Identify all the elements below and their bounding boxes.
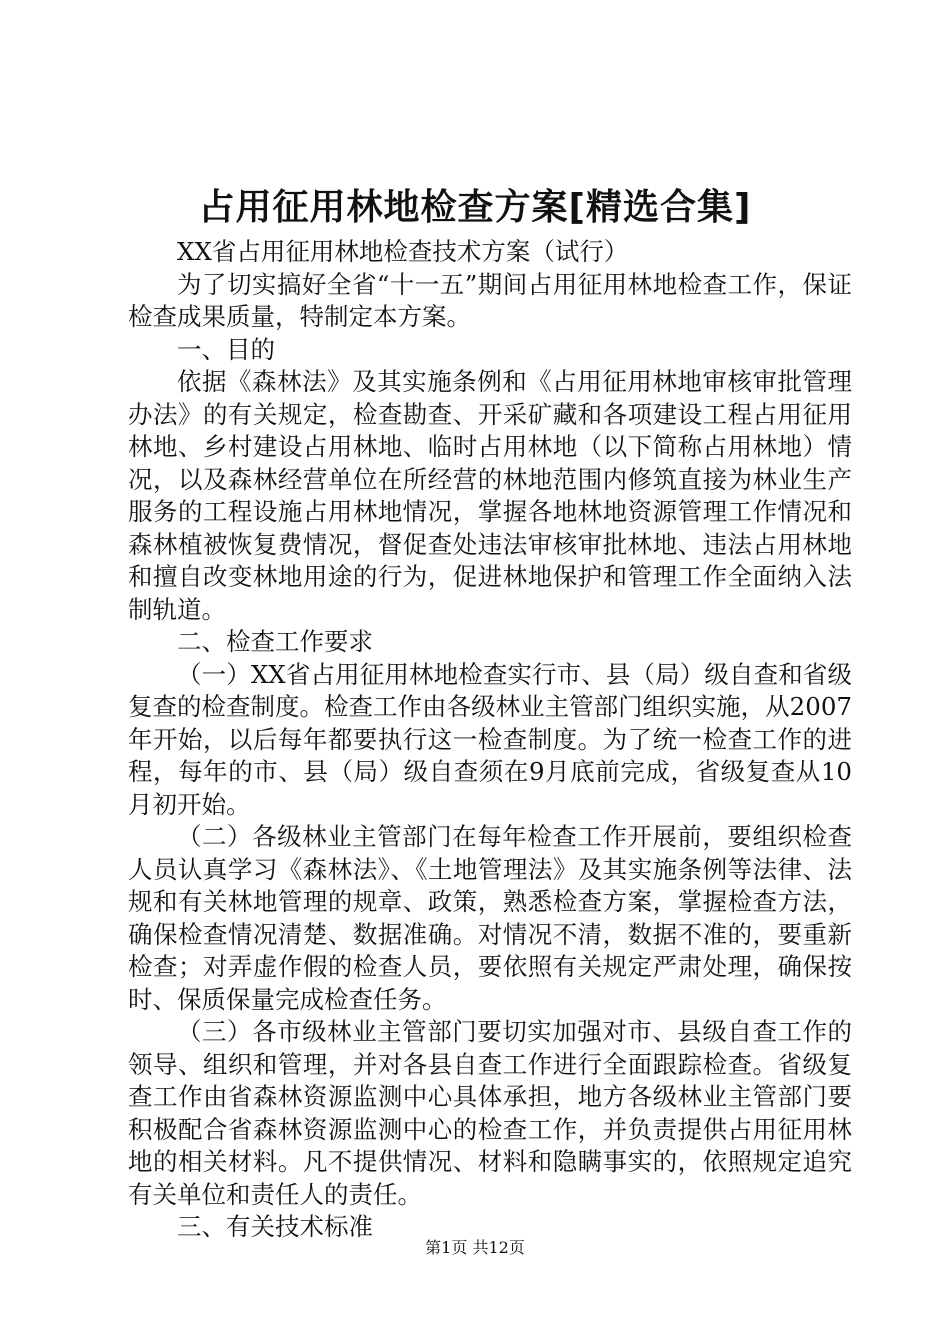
page-number: 第1页 (425, 1238, 468, 1257)
section-heading-requirements: 二、检查工作要求 (177, 627, 373, 656)
paragraph-requirement-1: （一）XX省占用征用林地检查实行市、县（局）级自查和省级复查的检查制度。检查工作由各级林业主管部门组织实施，从2007年开始，以后每年都要执行这一检查制度。为了统一检查工作的进程，每年的市、县（局）级自查须在9月底前完成，省级复查从10月初开始。 (128, 659, 852, 819)
document-title: 占用征用林地检查方案[精选合集] (198, 187, 752, 228)
page-footer (0, 1237, 950, 1259)
paragraph-subtitle: XX省占用征用林地检查技术方案（试行） (177, 237, 629, 266)
paragraph-requirement-3: （三）各市级林业主管部门要切实加强对市、县级自查工作的领导、组织和管理，并对各县自查工作进行全面跟踪检查。省级复查工作由省森林资源监测中心具体承担，地方各级林业主管部门要积极配合省森林资源监测中心的检查工作，并负责提供占用征用林地的相关材料。凡不提供情况、材料和隐瞒事实的，依照规定追究有关单位和责任人的责任。 (128, 1017, 852, 1209)
section-heading-purpose: 一、目的 (177, 334, 275, 364)
document-body (128, 236, 852, 1244)
paragraph-requirement-2: （二）各级林业主管部门在每年检查工作开展前，要组织检查人员认真学习《森林法》、《土地管理法》及其实施条例等法律、法规和有关林地管理的规章、政策，熟悉检查方案，掌握检查方法，确保检查情况清楚、数据准确。对情况不清，数据不准的，要重新检查；对弄虚作假的检查人员，要依照有关规定严肃处理，确保按时、保质保量完成检查任务。 (128, 822, 852, 1014)
page-total: 共12页 (472, 1238, 525, 1257)
paragraph-intro: 为了切实搞好全省“十一五”期间占用征用林地检查工作，保证检查成果质量，特制定本方案。 (128, 269, 852, 331)
section-heading-standards: 三、有关技术标准 (177, 1212, 373, 1241)
paragraph-purpose: 依据《森林法》及其实施条例和《占用征用林地审核审批管理办法》的有关规定，检查勘查、开采矿藏和各项建设工程占用征用林地、乡村建设占用林地、临时占用林地（以下简称占用林地）情况，以及森林经营单位在所经营的林地范围内修筑直接为林业生产服务的工程设施占用林地情况，掌握各地林地资源管理工作情况和森林植被恢复费情况，督促查处违法审核审批林地、违法占用林地和擅自改变林地用途的行为，促进林地保护和管理工作全面纳入法制轨道。 (128, 367, 852, 624)
